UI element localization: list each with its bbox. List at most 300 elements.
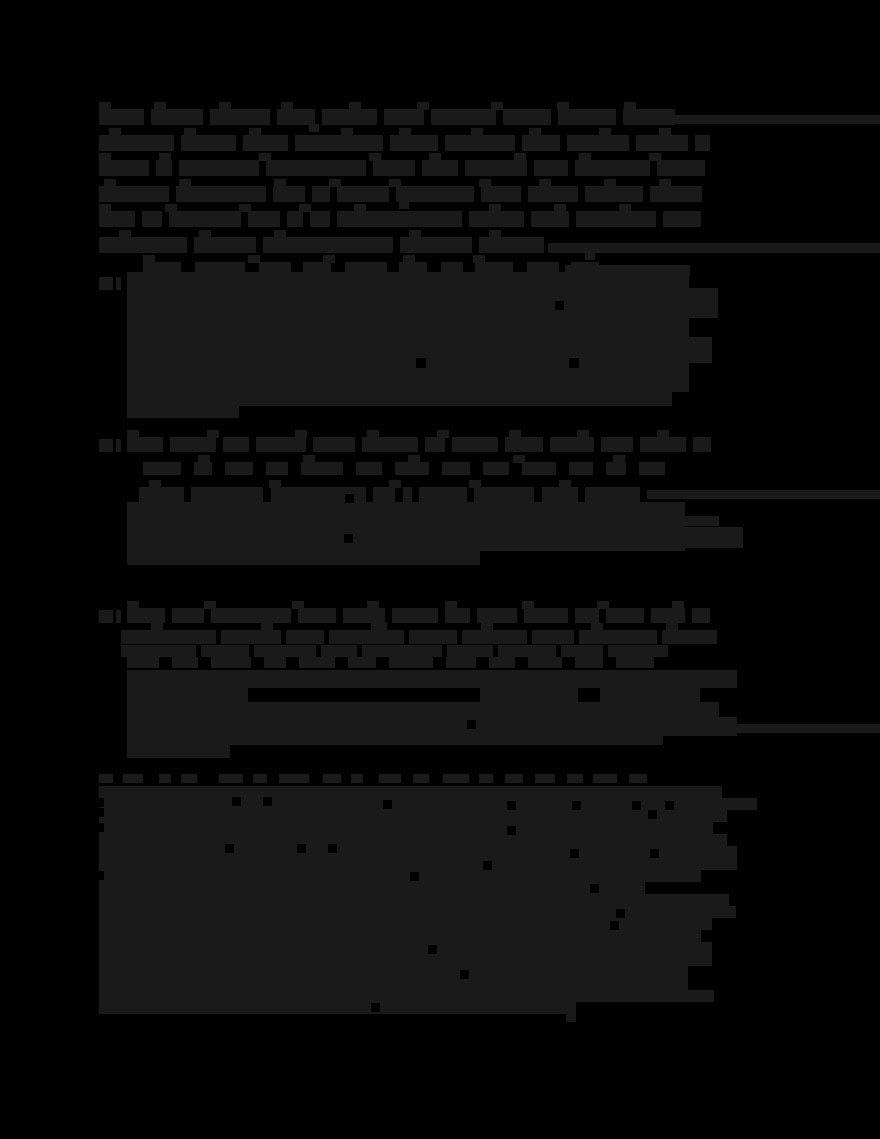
closing-paragraph-word-gap [232, 797, 241, 806]
list-item-c-line-4-word [616, 657, 654, 668]
opening-paragraph-line-2-word [445, 135, 515, 151]
list-item-c-line-1-ascender [445, 601, 457, 609]
closing-paragraph-word-gap [328, 844, 337, 853]
closing-paragraph-solid-text-mass-row [99, 882, 645, 894]
opening-paragraph-line-2-word [522, 135, 560, 151]
list-item-b-line-2-word [639, 462, 665, 475]
list-item-b-line-3-word [373, 487, 395, 502]
list-item-b-marker-b-word [116, 439, 121, 452]
opening-paragraph-line-5-ascender [489, 204, 501, 212]
closing-paragraph-solid-text-mass-row [99, 966, 688, 978]
list-item-a-redaction-block-tail [127, 406, 239, 418]
list-item-a-word-gap [416, 358, 426, 368]
closing-paragraph-word-gap [610, 921, 619, 930]
closing-paragraph-solid-text-mass-row [99, 798, 757, 810]
opening-paragraph-line-1-word [99, 109, 144, 125]
list-item-b-word-gap [345, 494, 354, 503]
closing-paragraph-ascender-row-word [629, 774, 647, 783]
list-item-b-line-3-word [403, 487, 412, 502]
closing-paragraph-word-gap [507, 801, 516, 810]
opening-paragraph-line-1-ascender [557, 102, 569, 110]
list-item-c-line-3-word [201, 645, 249, 657]
list-item-b-line-3-word [542, 487, 578, 502]
list-item-c-marker-c-word [116, 610, 121, 623]
closing-paragraph-ascender-row-word [323, 774, 341, 783]
closing-paragraph-solid-text-mass-row [99, 990, 714, 1002]
opening-paragraph-line-4-word [528, 186, 578, 202]
opening-paragraph-line-2-ascender [529, 128, 541, 136]
closing-paragraph-ascender-row-word [413, 774, 429, 783]
closing-paragraph-solid-text-mass-row [99, 786, 722, 798]
closing-paragraph-ascender-row-word [443, 774, 469, 783]
list-item-b-line-2-word [143, 462, 181, 475]
list-item-b-line-2-ascender [613, 455, 625, 463]
opening-paragraph-line-1-word [503, 109, 551, 125]
list-item-c-redaction-block-row-2c [600, 688, 700, 702]
closing-paragraph-word-gap [383, 800, 392, 809]
list-item-c-line-3-word [362, 645, 442, 657]
list-item-c-line-4-word [211, 657, 251, 668]
list-item-c-redaction-block-row-2a [127, 688, 248, 702]
opening-paragraph-line-6-word [400, 237, 472, 253]
list-item-b-line-2-word [301, 462, 343, 475]
list-item-c-line-1-word [392, 608, 438, 623]
opening-paragraph-line-4-word [176, 186, 266, 202]
opening-paragraph-line-5-ascender [99, 204, 111, 212]
list-item-b-redaction-block-tail [127, 551, 480, 565]
closing-paragraph-word-gap [371, 1003, 380, 1012]
list-item-c-line-1-ascender [367, 601, 379, 609]
list-item-c-line-4-word [348, 657, 376, 668]
closing-paragraph-ascender-row-word [123, 774, 143, 783]
opening-paragraph-line-5-word [99, 211, 135, 227]
opening-paragraph-line-3-word [575, 160, 650, 176]
closing-paragraph-solid-text-mass-row [99, 846, 737, 858]
closing-paragraph-solid-text-mass-row [99, 918, 712, 930]
list-item-c-line-4-word [264, 657, 286, 668]
closing-paragraph-word-gap [460, 970, 469, 979]
list-item-c-line-1-ascender [204, 601, 216, 609]
closing-paragraph-word-gap [570, 849, 579, 858]
list-item-b-line-2-ascender [303, 455, 315, 463]
opening-paragraph-line-3-ascender [579, 153, 591, 161]
opening-paragraph-line-3-word [179, 160, 259, 176]
list-item-a-word-gap [569, 358, 579, 368]
list-item-b-line-2-word [395, 462, 429, 475]
opening-paragraph-line-1-ascender [219, 102, 231, 110]
list-item-b-line-1-word [693, 437, 711, 452]
list-item-b-line-1-ascender [509, 430, 521, 438]
opening-paragraph-line-2-ascender [249, 128, 261, 136]
list-item-c-redaction-block-row-5 [127, 733, 663, 745]
opening-paragraph-line-1-ascender [417, 102, 429, 110]
opening-paragraph-line-2-word [243, 135, 288, 151]
closing-paragraph-word-gap [665, 801, 674, 810]
list-item-b-line-1-word [452, 437, 498, 452]
list-item-c-line-3-word [608, 645, 668, 657]
list-item-c-redaction-block-tail [127, 745, 230, 758]
list-item-c-line-2-ascender [481, 623, 493, 631]
closing-paragraph-margin-notch [95, 798, 104, 807]
list-item-b-line-1-ascender [367, 430, 379, 438]
closing-paragraph-ascender-row-word [253, 774, 267, 783]
closing-paragraph-ascender-row-word [479, 774, 493, 783]
list-item-b-marker-b-word [99, 439, 113, 452]
list-item-c-line-4-word [528, 657, 562, 668]
list-item-c-line-4-word [389, 657, 433, 668]
list-item-c-line-1-word [606, 608, 644, 623]
opening-paragraph-line-4-ascender [479, 179, 491, 187]
list-item-c-line-3-word [254, 645, 316, 657]
list-item-b-line-3-ascender [269, 480, 281, 488]
closing-paragraph-word-gap [297, 844, 306, 853]
list-item-b-line-3-trail-rule [647, 490, 880, 499]
list-item-c-line-2-word [286, 630, 324, 644]
list-item-b-line-1-word [601, 437, 633, 452]
lead-in-line-words-ascender [403, 255, 415, 263]
closing-paragraph-margin-notch [95, 808, 104, 817]
list-item-c-line-2-ascender [591, 623, 603, 631]
list-item-a-redaction-block-right-2 [689, 337, 712, 363]
opening-paragraph-line-4-word [99, 186, 169, 202]
list-item-c-redaction-block-row-2b [480, 688, 578, 702]
opening-paragraph-line-4-ascender [329, 179, 341, 187]
list-item-c-word-gap [467, 720, 476, 729]
closing-paragraph-word-gap [572, 801, 581, 810]
opening-paragraph-line-5-ascender [619, 204, 631, 212]
opening-paragraph-line-1-word [384, 109, 424, 125]
lead-in-line-words-ascender [143, 255, 155, 263]
closing-paragraph-solid-text-mass-row [99, 942, 712, 954]
opening-paragraph-line-4-ascender [104, 179, 116, 187]
list-item-c-redaction-block-row-4 [127, 717, 663, 733]
list-item-b-line-3-ascender [559, 480, 571, 488]
list-item-b-line-1-ascender [207, 430, 219, 438]
list-item-b-line-2-ascender [408, 455, 420, 463]
list-item-c-line-2-word [409, 630, 457, 644]
opening-paragraph-line-1-word [558, 109, 616, 125]
opening-paragraph-line-1-word [431, 109, 496, 125]
list-item-b-line-2-word [225, 462, 253, 475]
opening-paragraph-line-2-ascender [399, 128, 411, 136]
list-item-b-line-3-ascender [469, 480, 481, 488]
list-item-b-line-3-ascender [389, 480, 401, 488]
opening-paragraph-line-2-ascender [184, 128, 196, 136]
opening-paragraph-line-1-word [322, 109, 377, 125]
closing-paragraph-word-gap [225, 844, 234, 853]
list-item-c-line-1-word [477, 608, 517, 623]
opening-paragraph-line-3-ascender [649, 153, 661, 161]
list-item-c-line-2-word [329, 630, 404, 644]
list-item-c-line-1-word [127, 608, 165, 623]
opening-paragraph-line-2-ascender [471, 128, 483, 136]
list-item-b-line-3-word [474, 487, 534, 502]
list-item-c-line-2-ascender [151, 623, 163, 631]
list-item-c-line-1-ascender [597, 601, 609, 609]
list-item-b-redaction-block-main [127, 502, 685, 551]
list-item-c-line-2-word [462, 630, 527, 644]
closing-paragraph-word-gap [632, 801, 641, 810]
opening-paragraph-line-5-word [469, 211, 524, 227]
opening-paragraph-line-1-word [210, 109, 270, 125]
list-item-b-line-1-word [362, 437, 418, 452]
list-item-c-line-1-ascender [127, 601, 139, 609]
opening-paragraph-line-5-word [531, 211, 569, 227]
list-item-c-line-1-word [575, 608, 599, 623]
list-item-c-line-1-word [651, 608, 685, 623]
list-item-c-line-2-ascender [261, 623, 273, 631]
opening-paragraph-line-6-ascender [274, 230, 286, 238]
list-item-b-redaction-block-right-2 [685, 527, 743, 548]
opening-paragraph-line-2-word [567, 135, 629, 151]
list-item-c-line-3-word [321, 645, 357, 657]
list-item-c-line-3-word [447, 645, 493, 657]
opening-paragraph-line-6-word [479, 237, 544, 253]
opening-paragraph-line-1-word [623, 109, 675, 125]
list-item-a-redaction-block-right-1 [689, 288, 718, 318]
opening-paragraph-line-5-ascender [165, 204, 177, 212]
closing-paragraph-word-gap [648, 810, 657, 819]
list-item-b-line-3-ascender [149, 480, 161, 488]
opening-paragraph-line-2-ascender [599, 128, 611, 136]
list-item-b-line-1-word [505, 437, 543, 452]
list-item-c-line-1-ascender [292, 601, 304, 609]
list-item-b-word-gap [344, 534, 353, 543]
opening-paragraph-line-3-word [156, 160, 172, 176]
list-item-c-line-2-ascender [371, 623, 383, 631]
list-item-c-line-1-word [211, 608, 291, 623]
list-item-b-line-1-ascender [577, 430, 589, 438]
list-item-c-line-1-word [343, 608, 385, 623]
opening-paragraph-line-4-word [312, 186, 330, 202]
opening-paragraph-line-4-ascender [659, 179, 671, 187]
lead-in-line-words-ascender [248, 255, 260, 263]
closing-paragraph-word-gap [483, 861, 492, 870]
opening-paragraph-line-5-word [576, 211, 656, 227]
opening-paragraph-line-4-word [273, 186, 305, 202]
list-item-b-line-2-word [266, 462, 288, 475]
opening-paragraph-line-6-word [263, 237, 393, 253]
opening-paragraph-line-5-word [142, 211, 162, 227]
list-item-c-line-1-word [172, 608, 204, 623]
list-item-c-line-4-word [127, 657, 159, 668]
list-item-c-marker-c-word [99, 610, 113, 623]
opening-paragraph-line-2-ascender [659, 128, 671, 136]
closing-paragraph-ascender-row-word [535, 774, 555, 783]
closing-paragraph-solid-text-mass-row [99, 906, 736, 918]
closing-paragraph-word-gap [410, 872, 419, 881]
opening-paragraph-line-5-word [337, 211, 462, 227]
opening-paragraph-line-4-ascender [389, 179, 401, 187]
opening-paragraph-line-3-word [373, 160, 415, 176]
closing-paragraph-ascender-row-word [99, 774, 113, 783]
list-item-b-line-2-ascender [513, 455, 525, 463]
opening-paragraph-line-6-word [99, 237, 187, 253]
opening-paragraph-line-2-word [636, 135, 688, 151]
opening-paragraph-line-3-ascender [514, 153, 526, 161]
list-item-c-line-4-word [489, 657, 515, 668]
list-item-c-line-1-word [445, 608, 470, 623]
closing-paragraph-solid-text-mass-row [99, 978, 688, 990]
list-item-c-line-2-word [579, 630, 657, 644]
closing-paragraph-ascender-row-word [181, 774, 197, 783]
list-item-b-line-1-word [425, 437, 445, 452]
list-item-b-line-3-word [139, 487, 184, 502]
list-item-c-redaction-block-right [663, 717, 737, 736]
closing-paragraph-solid-text-mass-row [99, 834, 727, 846]
list-item-c-row-4-trail-rule [737, 724, 880, 733]
opening-paragraph-line-5-ascender [239, 204, 251, 212]
list-item-b-line-1-ascender [437, 430, 449, 438]
opening-paragraph-line-4-word [650, 186, 702, 202]
list-item-b-line-1-word [127, 437, 163, 452]
list-item-c-line-1-word [524, 608, 568, 623]
opening-paragraph-line-3-word [657, 160, 705, 176]
opening-paragraph-line-1-ascender [99, 102, 111, 110]
opening-paragraph-line-3-ascender [369, 153, 381, 161]
list-item-a-marker-a-word [116, 277, 121, 290]
list-item-c-line-4-word [172, 657, 198, 668]
opening-paragraph-line-4-ascender [274, 179, 286, 187]
list-item-b-line-1-ascender [127, 430, 139, 438]
list-item-c-line-4-word [446, 657, 476, 668]
opening-paragraph-line-3-ascender [259, 153, 271, 161]
closing-paragraph-ascender-row-word [593, 774, 617, 783]
opening-paragraph-line-6-ascender [489, 230, 501, 238]
list-item-c-line-1-ascender [522, 601, 534, 609]
closing-paragraph-descender [566, 1013, 576, 1022]
list-item-b-line-3-word [585, 487, 640, 502]
opening-paragraph-line-5-word [663, 211, 701, 227]
list-item-b-redaction-block-right-1 [685, 516, 719, 526]
list-item-b-line-1-ascender [295, 430, 307, 438]
opening-paragraph-line-3-word [266, 160, 366, 176]
lead-in-line-words-ascender [473, 255, 485, 263]
list-item-c-line-2-word [221, 630, 281, 644]
closing-paragraph-word-gap [263, 797, 272, 806]
closing-paragraph-ascender-row-word [505, 774, 523, 783]
list-item-c-line-4-word [299, 657, 335, 668]
list-item-c-line-2-word [532, 630, 574, 644]
opening-paragraph-line-5-ascender [554, 204, 566, 212]
list-item-b-line-1-word [640, 437, 686, 452]
opening-paragraph-line-1-ascender [349, 102, 361, 110]
opening-paragraph-line-4-ascender [604, 179, 616, 187]
list-item-c-line-3-word [498, 645, 556, 657]
list-item-b-line-1-word [313, 437, 355, 452]
closing-paragraph-word-gap [616, 909, 625, 918]
closing-paragraph-solid-text-mass-row [99, 894, 729, 906]
closing-paragraph-ascender-row-word [159, 774, 171, 783]
list-item-b-line-2-word [569, 462, 593, 475]
list-item-b-line-1-word [170, 437, 216, 452]
opening-paragraph-line-2-word [181, 135, 236, 151]
closing-paragraph-solid-text-mass-row [99, 810, 727, 822]
opening-paragraph-line-3-ascender [159, 153, 171, 161]
opening-paragraph-line-3-word [422, 160, 458, 176]
opening-paragraph-line-1-ascender [154, 102, 166, 110]
opening-paragraph-line-5-word [169, 211, 241, 227]
list-item-c-line-4-word [575, 657, 603, 668]
opening-paragraph-line-1-word [277, 109, 315, 125]
list-item-a-word-gap [555, 301, 564, 310]
opening-paragraph-line-2-ascender [341, 128, 353, 136]
closing-paragraph-solid-text-mass-row [99, 930, 701, 942]
closing-paragraph-solid-text-mass-row [99, 1002, 576, 1014]
opening-paragraph-line-4-word [585, 186, 643, 202]
list-item-c-line-3-word [561, 645, 603, 657]
list-item-c-line-2-ascender [666, 623, 678, 631]
opening-paragraph-line-4-ascender [539, 179, 551, 187]
opening-paragraph-line-6-descender [585, 252, 595, 260]
closing-paragraph-ascender-row-word [351, 774, 363, 783]
opening-paragraph-line-3-ascender [99, 153, 111, 161]
list-item-a-marker-a-word [99, 277, 113, 290]
closing-paragraph-solid-text-mass-row [99, 870, 701, 882]
list-item-b-line-2-word [356, 462, 382, 475]
list-item-c-line-2-word [662, 630, 717, 644]
list-item-b-line-2-word [194, 462, 212, 475]
opening-paragraph-line-4-word [337, 186, 389, 202]
closing-paragraph-solid-text-mass-row [99, 954, 712, 966]
opening-paragraph-line-3-word [465, 160, 527, 176]
closing-paragraph-word-gap [428, 945, 437, 954]
opening-paragraph-line-3-word [99, 160, 149, 176]
list-item-c-line-1-word [692, 608, 710, 623]
list-item-b-line-3-word [191, 487, 263, 502]
closing-paragraph-word-gap [650, 849, 659, 858]
opening-paragraph-line-1-word [151, 109, 203, 125]
list-item-b-line-2-word [606, 462, 626, 475]
list-item-c-line-3-word [121, 645, 196, 657]
closing-paragraph-ascender-row-word [567, 774, 583, 783]
opening-paragraph-line-2-word [695, 135, 710, 151]
list-item-b-line-2-word [483, 462, 509, 475]
opening-paragraph-line-4-descender [399, 201, 409, 209]
list-item-a-redaction-block-main [127, 272, 689, 392]
closing-paragraph-ascender-row-word [379, 774, 401, 783]
closing-paragraph-word-gap [507, 826, 516, 835]
opening-paragraph-line-5-ascender [354, 204, 366, 212]
opening-paragraph-line-1-ascender [624, 102, 636, 110]
opening-paragraph-line-1-trail-rule [675, 115, 880, 124]
opening-paragraph-line-6-ascender [199, 230, 211, 238]
closing-paragraph-solid-text-mass-row [99, 858, 737, 870]
list-item-b-line-3-word [419, 487, 467, 502]
closing-paragraph-margin-notch [95, 871, 104, 880]
closing-paragraph-word-gap [590, 884, 599, 893]
closing-paragraph-ascender-row-word [279, 774, 309, 783]
opening-paragraph-line-1-descender [309, 124, 319, 132]
opening-paragraph-line-6-ascender [119, 230, 131, 238]
opening-paragraph-line-3-ascender [429, 153, 441, 161]
list-item-c-line-1-ascender [672, 601, 684, 609]
list-item-b-line-1-ascender [657, 430, 669, 438]
list-item-b-line-1-word [550, 437, 594, 452]
list-item-b-line-1-word [223, 437, 249, 452]
opening-paragraph-line-2-word [295, 135, 383, 151]
opening-paragraph-line-5-ascender [299, 204, 311, 212]
opening-paragraph-line-1-ascender [281, 102, 293, 110]
list-item-b-line-2-ascender [198, 455, 210, 463]
opening-paragraph-line-3-word [534, 160, 568, 176]
opening-paragraph-line-2-word [390, 135, 438, 151]
opening-paragraph-line-5-word [310, 211, 330, 227]
opening-paragraph-line-2-ascender [109, 128, 121, 136]
closing-paragraph-ascender-row-word [219, 774, 243, 783]
opening-paragraph-line-2-word [99, 135, 174, 151]
list-item-b-line-1-word [256, 437, 306, 452]
